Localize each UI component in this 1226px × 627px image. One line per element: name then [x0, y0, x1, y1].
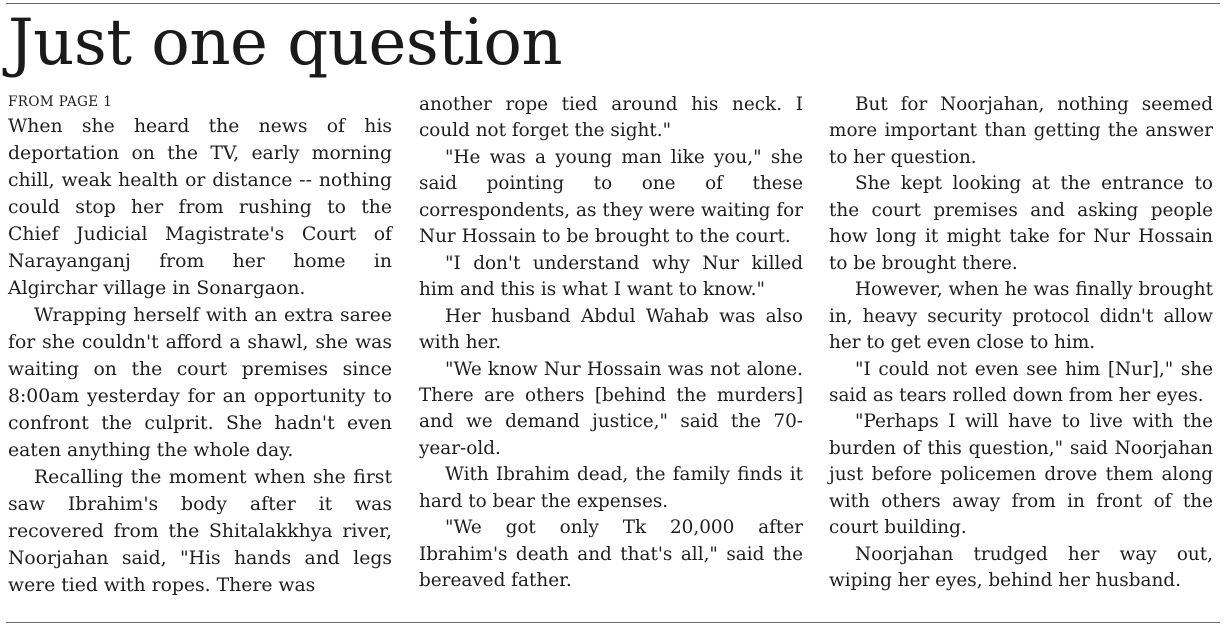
- paragraph: "I could not even see him [Nur]," she said as tears rolled down from her eyes.: [829, 358, 1213, 406]
- paragraph: When she heard the news of his deportation on the TV, early morning chill, weak health or distance -- nothing could stop her from rushing to the Chief Judicial Magistrate's Court of Narayanganj from her home in Algirchar village in Sonargaon.: [8, 116, 392, 300]
- headline: Just one question: [8, 6, 563, 80]
- paragraph: "We know Nur Hossain was not alone. There are others [behind the murders] and we demand justice," said the 70-year-old.: [419, 358, 803, 459]
- bottom-rule: [6, 622, 1220, 623]
- paragraph: "He was a young man like you," she said pointing to one of these correspondents, as they were waiting for Nur Hossain to be brought to the court.: [419, 146, 803, 248]
- paragraph: She kept looking at the entrance to the court premises and asking people how long it might take for Nur Hossain to be brought there.: [829, 173, 1213, 274]
- paragraph: With Ibrahim dead, the family finds it hard to bear the expenses.: [419, 464, 803, 512]
- paragraph: "We got only Tk 20,000 after Ibrahim's death and that's all," said the bereaved father.: [419, 517, 803, 592]
- paragraph: Recalling the moment when she first saw Ibrahim's body after it was recovered from the Shitalakkhya river, Noorjahan said, "His hands and legs were tied with ropes. There was: [8, 467, 392, 597]
- paragraph: Noorjahan trudged her way out, wiping her eyes, behind her husband.: [829, 543, 1213, 592]
- paragraph: Wrapping herself with an extra saree for she couldn't afford a shawl, she was waiting on the court premises since 8:00am yesterday for an opportunity to confront the culprit. She hadn't even eaten anything the whole day.: [8, 305, 392, 462]
- column-1: [8, 92, 392, 599]
- column-3: [829, 92, 1213, 595]
- paragraph: However, when he was finally brought in, heavy security protocol didn't allow her to get even close to him.: [829, 279, 1213, 354]
- paragraph: But for Noorjahan, nothing seemed more important than getting the answer to her question.: [829, 94, 1213, 168]
- paragraph: Her husband Abdul Wahab was also with her.: [419, 305, 803, 354]
- paragraph: "Perhaps I will have to live with the burden of this question," said Noorjahan just before policemen drove them along with others away from in front of the court building.: [829, 411, 1213, 539]
- column-2: [419, 92, 803, 595]
- paragraph: another rope tied around his neck. I could not forget the sight.": [419, 94, 803, 142]
- paragraph: "I don't understand why Nur killed him and this is what I want to know.": [419, 252, 803, 301]
- kicker: FROM PAGE 1: [8, 94, 113, 110]
